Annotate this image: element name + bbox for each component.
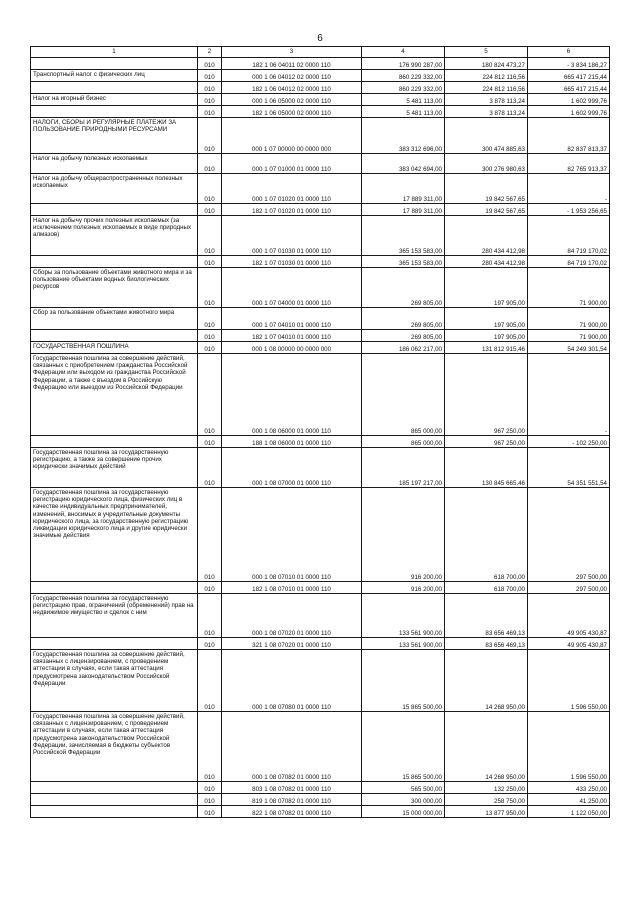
unexecuted-amount-cell: - <box>528 354 610 436</box>
executed-amount-cell: 967 250,00 <box>445 436 528 448</box>
plan-amount-cell: 565 500,00 <box>362 782 445 794</box>
executed-amount-cell: 14 268 950,00 <box>445 712 528 782</box>
page-number: 6 <box>317 33 323 44</box>
executed-amount-cell: 3 878 113,24 <box>445 106 528 118</box>
classification-code-cell: 000 1 08 07010 01 0000 110 <box>222 488 362 582</box>
executed-amount-cell: 83 656 469,13 <box>445 594 528 638</box>
line-code-cell: 010 <box>198 58 222 70</box>
unexecuted-amount-cell: 71 900,00 <box>528 308 610 330</box>
classification-code-cell: 321 1 08 07020 01 0000 110 <box>222 638 362 650</box>
row-name-cell <box>31 638 198 650</box>
executed-amount-cell: 130 845 665,46 <box>445 448 528 488</box>
table-row <box>31 94 610 106</box>
line-code-cell: 010 <box>198 256 222 268</box>
table-body <box>31 58 610 818</box>
line-code-cell: 010 <box>198 174 222 204</box>
row-name-cell <box>31 58 198 70</box>
plan-amount-cell: 5 481 113,00 <box>362 106 445 118</box>
classification-code-cell: 182 1 07 01030 01 0000 110 <box>222 256 362 268</box>
column-header: 1 <box>31 47 198 58</box>
classification-code-cell: 000 1 07 01020 01 0000 110 <box>222 174 362 204</box>
line-code-cell: 010 <box>198 216 222 256</box>
plan-amount-cell: 17 889 311,00 <box>362 174 445 204</box>
executed-amount-cell: 197 905,00 <box>445 308 528 330</box>
row-name-cell: Государственная пошлина за совершение действий, связанных с лицензированием, с проведением аттестации в случаях, если такая аттестация предусмотрена законодательством Российской Федерации, зачисляемая в бюджеты субъектов Российской Федерации <box>31 712 198 782</box>
table-row <box>31 712 610 782</box>
row-name-cell <box>31 204 198 216</box>
executed-amount-cell: 132 250,00 <box>445 782 528 794</box>
row-name-cell: Государственная пошлина за государственную регистрацию, а также за совершение прочих юридически значимых действий <box>31 448 198 488</box>
classification-code-cell: 000 1 07 04010 01 0000 110 <box>222 308 362 330</box>
table-row <box>31 488 610 582</box>
line-code-cell: 010 <box>198 794 222 806</box>
unexecuted-amount-cell: 1 602 999,76 <box>528 94 610 106</box>
row-name-cell: Транспортный налог с физических лиц <box>31 70 198 82</box>
unexecuted-amount-cell: 71 900,00 <box>528 268 610 308</box>
row-name-cell <box>31 806 198 818</box>
executed-amount-cell: 258 750,00 <box>445 794 528 806</box>
classification-code-cell: 000 1 08 07080 01 0000 110 <box>222 650 362 712</box>
line-code-cell: 010 <box>198 448 222 488</box>
table-row <box>31 782 610 794</box>
executed-amount-cell: 300 276 980,63 <box>445 154 528 174</box>
plan-amount-cell: 269 805,00 <box>362 330 445 342</box>
classification-code-cell: 000 1 08 07020 01 0000 110 <box>222 594 362 638</box>
row-name-cell: Государственная пошлина за государственную регистрацию прав, ограничений (обременений) прав на недвижимое имущество и сделок с ним <box>31 594 198 638</box>
table-row <box>31 268 610 308</box>
table-row <box>31 806 610 818</box>
line-code-cell: 010 <box>198 436 222 448</box>
plan-amount-cell: 383 042 694,00 <box>362 154 445 174</box>
plan-amount-cell: 15 865 500,00 <box>362 650 445 712</box>
executed-amount-cell: 280 434 412,98 <box>445 256 528 268</box>
table-row <box>31 70 610 82</box>
classification-code-cell: 819 1 08 07082 01 0000 110 <box>222 794 362 806</box>
classification-code-cell: 000 1 07 00000 00 0000 000 <box>222 118 362 154</box>
executed-amount-cell: 300 474 885,63 <box>445 118 528 154</box>
row-name-cell: Сбор за пользование объектами животного мира <box>31 308 198 330</box>
plan-amount-cell: 15 000 000,00 <box>362 806 445 818</box>
table-row <box>31 342 610 354</box>
row-name-cell: Налог на добычу общераспространенных полезных ископаемых <box>31 174 198 204</box>
plan-amount-cell: 133 561 900,00 <box>362 638 445 650</box>
plan-amount-cell: 17 889 311,00 <box>362 204 445 216</box>
unexecuted-amount-cell: 49 905 430,87 <box>528 638 610 650</box>
plan-amount-cell: 186 062 217,00 <box>362 342 445 354</box>
line-code-cell: 010 <box>198 154 222 174</box>
line-code-cell: 010 <box>198 582 222 594</box>
classification-code-cell: 188 1 08 06000 01 0000 110 <box>222 436 362 448</box>
row-name-cell <box>31 330 198 342</box>
unexecuted-amount-cell: 84 719 170,02 <box>528 216 610 256</box>
classification-code-cell: 000 1 06 05000 02 0000 110 <box>222 94 362 106</box>
row-name-cell: Государственная пошлина за совершение действий, связанных с приобретением гражданства Российской Федерации или выходом из гражданства Российской Федерации, а также с въездом в Российскую Федерацию или выездом из Российской Федерации <box>31 354 198 436</box>
line-code-cell: 010 <box>198 594 222 638</box>
unexecuted-amount-cell: 71 900,00 <box>528 330 610 342</box>
plan-amount-cell: 365 153 583,00 <box>362 216 445 256</box>
line-code-cell: 010 <box>198 268 222 308</box>
row-name-cell <box>31 782 198 794</box>
classification-code-cell: 000 1 08 07000 01 0000 110 <box>222 448 362 488</box>
plan-amount-cell: 185 197 217,00 <box>362 448 445 488</box>
plan-amount-cell: 865 000,00 <box>362 354 445 436</box>
table-row <box>31 154 610 174</box>
line-code-cell: 010 <box>198 806 222 818</box>
executed-amount-cell: 131 812 915,46 <box>445 342 528 354</box>
classification-code-cell: 000 1 07 01030 01 0000 110 <box>222 216 362 256</box>
classification-code-cell: 000 1 06 04012 02 0000 110 <box>222 70 362 82</box>
plan-amount-cell: 916 200,00 <box>362 488 445 582</box>
plan-amount-cell: 176 990 287,00 <box>362 58 445 70</box>
line-code-cell: 010 <box>198 82 222 94</box>
plan-amount-cell: 860 229 332,00 <box>362 70 445 82</box>
row-name-cell: Налог на игорный бизнес <box>31 94 198 106</box>
row-name-cell: ГОСУДАРСТВЕННАЯ ПОШЛИНА <box>31 342 198 354</box>
classification-code-cell: 000 1 08 00000 00 0000 000 <box>222 342 362 354</box>
unexecuted-amount-cell: 297 500,00 <box>528 488 610 582</box>
line-code-cell: 010 <box>198 488 222 582</box>
unexecuted-amount-cell: 84 719 170,02 <box>528 256 610 268</box>
classification-code-cell: 182 1 07 01020 01 0000 110 <box>222 204 362 216</box>
executed-amount-cell: 180 824 473,27 <box>445 58 528 70</box>
executed-amount-cell: 967 250,00 <box>445 354 528 436</box>
classification-code-cell: 822 1 08 07082 01 0000 110 <box>222 806 362 818</box>
row-name-cell <box>31 106 198 118</box>
line-code-cell: 010 <box>198 204 222 216</box>
table-row <box>31 582 610 594</box>
executed-amount-cell: 280 434 412,98 <box>445 216 528 256</box>
plan-amount-cell: 269 805,00 <box>362 308 445 330</box>
table-row <box>31 638 610 650</box>
unexecuted-amount-cell: - 102 250,00 <box>528 436 610 448</box>
unexecuted-amount-cell: 297 500,00 <box>528 582 610 594</box>
table-row <box>31 58 610 70</box>
unexecuted-amount-cell: 433 250,00 <box>528 782 610 794</box>
table-row <box>31 354 610 436</box>
table-row <box>31 448 610 488</box>
unexecuted-amount-cell: 82 765 913,37 <box>528 154 610 174</box>
row-name-cell <box>31 582 198 594</box>
line-code-cell: 010 <box>198 94 222 106</box>
column-header: 5 <box>445 47 528 58</box>
classification-code-cell: 182 1 06 04011 02 0000 110 <box>222 58 362 70</box>
executed-amount-cell: 3 878 113,24 <box>445 94 528 106</box>
line-code-cell: 010 <box>198 782 222 794</box>
table-row <box>31 650 610 712</box>
budget-revenue-table <box>30 46 610 818</box>
table-row <box>31 436 610 448</box>
row-name-cell <box>31 82 198 94</box>
row-name-cell <box>31 436 198 448</box>
table-row <box>31 174 610 204</box>
table-row <box>31 794 610 806</box>
line-code-cell: 010 <box>198 638 222 650</box>
unexecuted-amount-cell: 665 417 215,44 <box>528 82 610 94</box>
line-code-cell: 010 <box>198 342 222 354</box>
unexecuted-amount-cell: 54 249 301,54 <box>528 342 610 354</box>
executed-amount-cell: 197 905,00 <box>445 268 528 308</box>
classification-code-cell: 182 1 06 04012 02 0000 110 <box>222 82 362 94</box>
executed-amount-cell: 19 842 567,65 <box>445 204 528 216</box>
column-header: 3 <box>222 47 362 58</box>
executed-amount-cell: 224 812 116,56 <box>445 70 528 82</box>
plan-amount-cell: 5 481 113,00 <box>362 94 445 106</box>
unexecuted-amount-cell: - 1 953 256,65 <box>528 204 610 216</box>
executed-amount-cell: 618 700,00 <box>445 488 528 582</box>
plan-amount-cell: 383 312 696,00 <box>362 118 445 154</box>
table-row <box>31 330 610 342</box>
line-code-cell: 010 <box>198 650 222 712</box>
classification-code-cell: 000 1 07 01000 01 0000 110 <box>222 154 362 174</box>
column-header: 6 <box>528 47 610 58</box>
plan-amount-cell: 133 561 900,00 <box>362 594 445 638</box>
row-name-cell: Налог на добычу полезных ископаемых <box>31 154 198 174</box>
unexecuted-amount-cell: - <box>528 174 610 204</box>
row-name-cell: НАЛОГИ, СБОРЫ И РЕГУЛЯРНЫЕ ПЛАТЕЖИ ЗА ПОЛЬЗОВАНИЕ ПРИРОДНЫМИ РЕСУРСАМИ <box>31 118 198 154</box>
unexecuted-amount-cell: - 3 834 186,27 <box>528 58 610 70</box>
table-row <box>31 308 610 330</box>
classification-code-cell: 000 1 08 07082 01 0000 110 <box>222 712 362 782</box>
row-name-cell: Сборы за пользование объектами животного мира и за пользование объектами водных биологических ресурсов <box>31 268 198 308</box>
executed-amount-cell: 14 268 950,00 <box>445 650 528 712</box>
executed-amount-cell: 197 905,00 <box>445 330 528 342</box>
row-name-cell <box>31 256 198 268</box>
line-code-cell: 010 <box>198 712 222 782</box>
unexecuted-amount-cell: 1 602 999,76 <box>528 106 610 118</box>
table-row <box>31 106 610 118</box>
row-name-cell: Налог на добычу прочих полезных ископаемых (за исключением полезных ископаемых в виде природных алмазов) <box>31 216 198 256</box>
executed-amount-cell: 618 700,00 <box>445 582 528 594</box>
plan-amount-cell: 865 000,00 <box>362 436 445 448</box>
row-name-cell: Государственная пошлина за государственную регистрацию юридического лица, физических лиц в качестве индивидуальных предпринимателей, изменений, вносимых в учредительные документы юридического лица, за государственную регистрацию ликвидации юридического лица и другие юридически значимые действия <box>31 488 198 582</box>
unexecuted-amount-cell: 1 596 550,00 <box>528 712 610 782</box>
classification-code-cell: 000 1 07 04000 01 0000 110 <box>222 268 362 308</box>
unexecuted-amount-cell: 41 250,00 <box>528 794 610 806</box>
executed-amount-cell: 19 842 567,65 <box>445 174 528 204</box>
executed-amount-cell: 13 877 950,00 <box>445 806 528 818</box>
line-code-cell: 010 <box>198 354 222 436</box>
table-row <box>31 594 610 638</box>
plan-amount-cell: 269 805,00 <box>362 268 445 308</box>
unexecuted-amount-cell: 665 417 215,44 <box>528 70 610 82</box>
line-code-cell: 010 <box>198 308 222 330</box>
row-name-cell <box>31 794 198 806</box>
column-header: 4 <box>362 47 445 58</box>
unexecuted-amount-cell: 1 596 550,00 <box>528 650 610 712</box>
row-name-cell: Государственная пошлина за совершение действий, связанных с лицензированием, с проведением аттестации в случаях, если такая аттестация предусмотрена законодательством Российской Федерации <box>31 650 198 712</box>
line-code-cell: 010 <box>198 118 222 154</box>
classification-code-cell: 000 1 08 06000 01 0000 110 <box>222 354 362 436</box>
line-code-cell: 010 <box>198 70 222 82</box>
line-code-cell: 010 <box>198 330 222 342</box>
table-row <box>31 204 610 216</box>
plan-amount-cell: 365 153 583,00 <box>362 256 445 268</box>
classification-code-cell: 182 1 07 04010 01 0000 110 <box>222 330 362 342</box>
table-row <box>31 118 610 154</box>
header-row <box>31 47 610 58</box>
executed-amount-cell: 83 656 469,13 <box>445 638 528 650</box>
line-code-cell: 010 <box>198 106 222 118</box>
plan-amount-cell: 916 200,00 <box>362 582 445 594</box>
unexecuted-amount-cell: 82 837 813,37 <box>528 118 610 154</box>
plan-amount-cell: 15 865 500,00 <box>362 712 445 782</box>
table-row <box>31 82 610 94</box>
table-row <box>31 256 610 268</box>
classification-code-cell: 182 1 08 07010 01 0000 110 <box>222 582 362 594</box>
classification-code-cell: 803 1 08 07082 01 0000 110 <box>222 782 362 794</box>
plan-amount-cell: 300 000,00 <box>362 794 445 806</box>
plan-amount-cell: 860 229 332,00 <box>362 82 445 94</box>
table-row <box>31 216 610 256</box>
column-header: 2 <box>198 47 222 58</box>
executed-amount-cell: 224 812 116,56 <box>445 82 528 94</box>
unexecuted-amount-cell: 54 351 551,54 <box>528 448 610 488</box>
unexecuted-amount-cell: 1 122 050,00 <box>528 806 610 818</box>
unexecuted-amount-cell: 49 905 430,87 <box>528 594 610 638</box>
classification-code-cell: 182 1 06 05000 02 0000 110 <box>222 106 362 118</box>
